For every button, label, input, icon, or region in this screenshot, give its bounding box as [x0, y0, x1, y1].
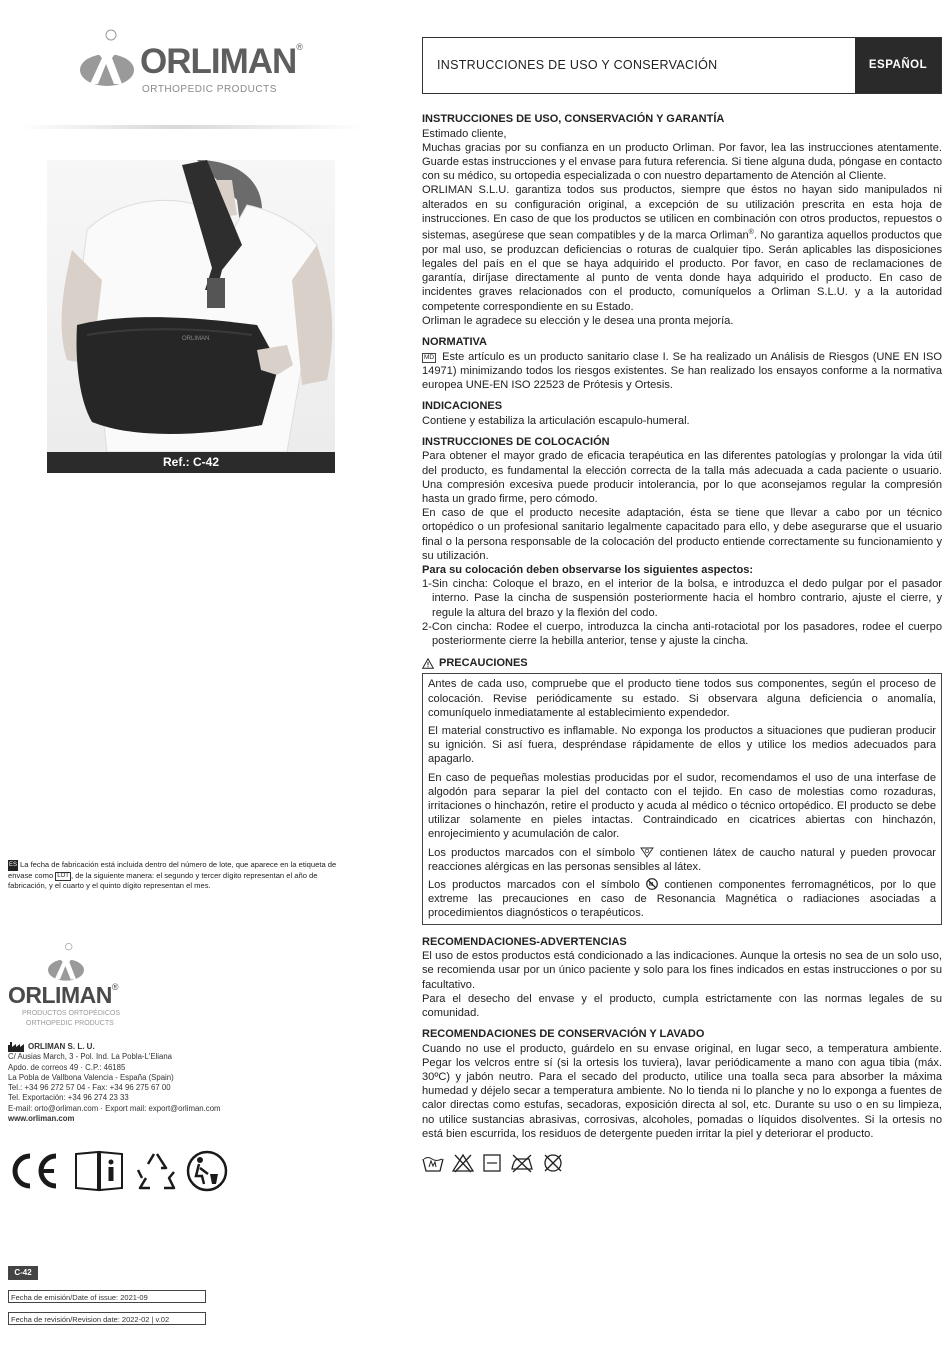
warranty-paragraph: ORLIMAN S.L.U. garantiza todos sus productos, siempre que éstos no hayan sido manipulados ni alterados en su configuración original, a excepción de su utilización prescrita en esta hoja de instrucciones. En caso de que los productos se utilicen en combinación con otros productos, repuestos o sistemas, asegúrese que sean compatibles y de la marca Orliman®. No garantiza aquellos productos que por mal uso, se produzcan deficiencias o roturas de cualquier tipo. Serán aplicables las disposiciones legales del país en el que se haya adquirido el producto. Por favor, en caso de reclamaciones de garantía, diríjase directamente al punto de venta donde haya adquirido el producto. En caso de incidentes graves relacionados con el producto, comuníquelos a Orliman S.L.U. y a la autoridad competente correspondiente en su Estado. — [422, 184, 942, 313]
paragraph: Contiene y estabiliza la articulación escapulo-humeral. — [422, 414, 690, 427]
section-indicaciones — [422, 399, 942, 428]
brand-logo-bottom — [8, 942, 208, 1032]
section-recomendaciones — [422, 935, 942, 1021]
factory-icon — [8, 1042, 24, 1052]
lot-symbol: LOT — [57, 872, 69, 879]
section-title: NORMATIVA — [422, 336, 487, 349]
paragraph: Muchas gracias por su confianza en un producto Orliman. Por favor, lea las instrucciones atentamente. Guarde estas instrucciones y el envase para futura referencia. Si tiene alguna duda, póngase en contacto con su médico, su ortopedia especializada o con nuestro departamento de Atención al Cliente. — [422, 141, 942, 183]
latex-paragraph: Los productos marcados con el símbolo contienen látex de caucho natural y pueden provocar reacciones alérgicas en las personas sensibles al látex. — [428, 846, 936, 873]
section-title: INDICACIONES — [422, 400, 503, 413]
brand-tagline-es: PRODUCTOS ORTOPÉDICOS — [22, 1010, 121, 1017]
brand-tagline: ORTHOPEDIC PRODUCTS — [26, 1020, 114, 1027]
language-badge: ES — [8, 860, 18, 871]
product-photo — [47, 160, 335, 452]
section-precauciones — [422, 656, 942, 924]
paragraph: En caso de que el producto necesite adaptación, ésta se tiene que llevar a cabo por un técnico ortopédico o un profesional sanitario legalmente capacitado para ello, y debe asegurarse que el usuario final o la persona responsable de la colocación del producto entiende correctamente su funcionamiento y su utilización. — [422, 507, 942, 562]
manufacturer-info — [8, 1042, 308, 1124]
orliman-figure-icon — [46, 942, 86, 982]
issue-date: Fecha de emisión/Date of issue: 2021-09 — [8, 1290, 206, 1303]
latex-icon — [640, 847, 654, 858]
language-label: ESPAÑOL — [855, 38, 941, 93]
document-title: INSTRUCCIONES DE USO Y CONSERVACIÓN — [437, 58, 718, 72]
section-warranty — [422, 112, 942, 328]
flat-dry-icon — [482, 1153, 502, 1173]
ce-mark-icon — [8, 1152, 60, 1190]
paragraph: El uso de estos productos está condicionado a las indicaciones. Aunque la ortesis no sea de un solo uso, se recomienda usar por un único paciente y solo para los fines indicados en estas instrucciones o por su facultativo. — [422, 950, 942, 991]
revision-date: Fecha de revisión/Revision date: 2022-02 | v.02 — [8, 1312, 206, 1325]
brand-tagline: ORTHOPEDIC PRODUCTS — [142, 84, 277, 95]
phone-line: Tel.: +34 96 272 57 04 - Fax: +34 96 275 67 00 — [8, 1083, 171, 1093]
section-title: RECOMENDACIONES-ADVERTENCIAS — [422, 935, 627, 948]
arm-sling-illustration — [47, 160, 335, 452]
section-conservacion — [422, 1027, 942, 1141]
tidyman-icon — [186, 1150, 228, 1192]
aspects-title: Para su colocación deben observarse los siguientes aspectos: — [422, 563, 754, 576]
svg-text:ORLIMAN: ORLIMAN — [182, 336, 210, 342]
svg-text:M: M — [649, 882, 654, 889]
header-divider — [18, 125, 368, 129]
address-line: Apdo. de correos 49 · C.P.: 46185 — [8, 1062, 126, 1072]
list-item: 1-Sin cincha: Coloque el brazo, en el interior de la bolsa, e introduzca el dedo pulgar por el pasador interno. Pase la cincha de suspensión posteriormente hacia el hombro contrario, ajuste el cierre, y regule la altura del brazo y la flexión del codo. — [422, 578, 942, 619]
care-symbols — [422, 1153, 942, 1173]
paragraph: Cuando no use el producto, guárdelo en su envase original, en lugar seco, a temperatura ambiente. Pegar los velcros entre sí (si la ortesis los tuviera), lavar periódicamente a mano con agua tibia (máx. 30ºC) y jabón neutro. Para el secado del producto, utilice una toalla seca para absorber la máxima humedad y déjelo secar a temperatura ambiente. No lo tienda ni lo planche y no lo exponga a fuentes de calor directas como estufas, secadoras, exposición directa al sol, etc. Durante su uso o en su limpieza, no utilice sustancias abrasivas, corrosivas, alcoholes, pomadas o líquidos disolventes. Si la ortesis no está bien escurrida, los residuos de detergente pueden irritar la piel y deteriorar el producto. — [422, 1042, 942, 1140]
paragraph: Orliman le agradece su elección y le desea una pronta mejoría. — [422, 314, 734, 327]
mri-unsafe-icon — [646, 878, 658, 890]
precautions-box — [422, 673, 942, 924]
lot-date-note: ES La fecha de fabricación está incluida dentro del número de lote, que aparece en la etiqueta de envase como LOT , de la siguiente manera: el segundo y tercer dígito representan el año de fabricación, y el cuarto y el quinto dígito representan el mes. — [8, 860, 337, 890]
export-phone-line: Tel. Exportación: +34 96 274 23 33 — [8, 1093, 129, 1103]
instructions-content — [422, 112, 942, 1173]
no-bleach-icon — [452, 1153, 474, 1173]
hand-wash-icon — [422, 1153, 444, 1173]
no-dry-clean-icon — [542, 1153, 564, 1173]
document-header — [422, 37, 942, 94]
instructions-book-icon — [74, 1150, 124, 1192]
section-title: INSTRUCCIONES DE USO, CONSERVACIÓN Y GARANTÍA — [422, 113, 725, 125]
ferromagnetic-paragraph: Los productos marcados con el símbolo M contienen componentes ferromagnéticos, por lo que extreme las precauciones en caso de Resonancia Magnética o radiaciones asociadas a procedimientos diagnósticos o terapéuticos. — [428, 879, 936, 920]
warning-icon — [422, 658, 434, 669]
paragraph: Para obtener el mayor grado de eficacia terapéutica en las diferentes patologías y prolongar la vida útil del producto, es fundamental la elección correcta de la talla más adecuada a cada paciente o usuario. Una compresión excesiva puede producir intolerancia, por lo que aconsejamos regular la compresión hasta un grado firme, pero cómodo. — [422, 450, 942, 505]
section-colocacion — [422, 435, 942, 648]
orliman-figure-icon — [78, 28, 136, 88]
manufacturer-name: ORLIMAN S. L. U. — [8, 1042, 308, 1052]
product-code-badge: C-42 — [8, 1266, 38, 1280]
paragraph: Antes de cada uso, compruebe que el producto tiene todos sus componentes, según el proceso de colocación. Revise periódicamente su estado. Si observara alguna deficiencia o anomalía, comuníquelo inmediatamente al establecimiento expendedor. — [428, 678, 936, 719]
address-line: La Pobla de Vallbona Valencia - España (Spain) — [8, 1072, 174, 1082]
greeting: Estimado cliente, — [422, 127, 507, 140]
website-link[interactable]: www.orliman.com — [8, 1114, 75, 1124]
medical-device-symbol: MD — [424, 353, 435, 361]
regulatory-icons — [8, 1150, 228, 1196]
recycle-icon — [136, 1150, 178, 1192]
precautions-heading: PRECAUCIONES — [422, 656, 942, 670]
brand-logo-top — [78, 28, 338, 98]
brand-name: ORLIMAN® — [140, 42, 302, 81]
email-line: E-mail: orto@orliman.com · Export mail: export@orliman.com — [8, 1103, 221, 1113]
address-line: C/ Ausias March, 3 - Pol. Ind. La Pobla-L'Eliana — [8, 1052, 173, 1062]
paragraph: El material constructivo es inflamable. No exponga los productos a situaciones que pudieran producir su ignición. Si así fuera, despréndase rápidamente de ellos y utilice los medios adecuados para apagarlo. — [428, 725, 936, 766]
paragraph: Para el desecho del envase y el producto, cumpla estrictamente con las normas legales de su comunidad. — [422, 992, 942, 1019]
product-reference: Ref.: C-42 — [47, 452, 335, 473]
no-iron-icon — [510, 1153, 534, 1173]
section-title: RECOMENDACIONES DE CONSERVACIÓN Y LAVADO — [422, 1028, 705, 1041]
brand-name: ORLIMAN® — [8, 982, 118, 1008]
list-item: 2-Con cincha: Rodee el cuerpo, introduzca la cincha anti-rotaciotal por los pasadores, rodee el cuerpo posteriormente cierre la hebilla anterior, tense y ajuste la cincha. — [422, 620, 942, 647]
section-title: INSTRUCCIONES DE COLOCACIÓN — [422, 435, 610, 448]
section-normativa: NORMATIVA MD Este artículo es un producto sanitario clase I. Se ha realizado un Análisis de Riesgos (UNE EN ISO 14971) minimizando todos los riesgos existentes. Se han realizado los ensayos conforme a la normativa europea UNE-EN ISO 22523 de Prótesis y Ortesis. — [422, 336, 942, 391]
paragraph: En caso de pequeñas molestias producidas por el sudor, recomendamos el uso de una interfase de algodón para separar la piel del contacto con el tejido. En caso de molestias como rozaduras, irritaciones o hinchazón, retire el producto y acuda al médico o técnico ortopédico. El producto se debe utilizar solamente en pieles intactas. Contraindicado en cicatrices abiertas con hinchazón, enrojecimiento y acumulación de calor. — [428, 771, 936, 841]
